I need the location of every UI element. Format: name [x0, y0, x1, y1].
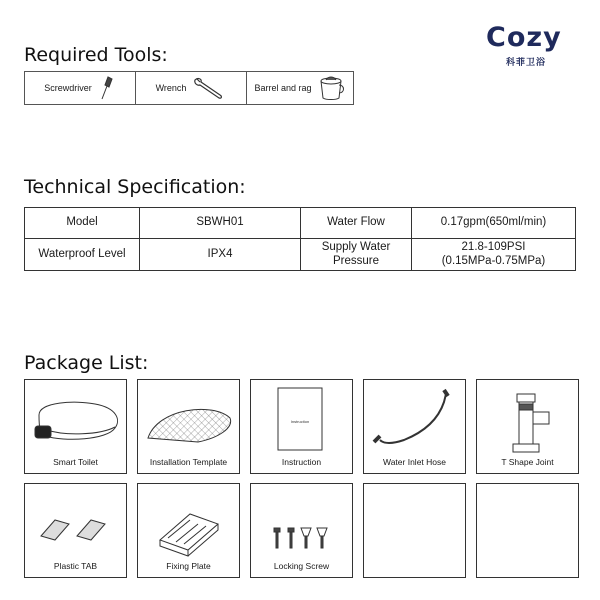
package-item-label: Smart Toilet [53, 457, 98, 467]
spec-table [24, 207, 576, 271]
tool-wrench [136, 72, 247, 104]
tool-label: Wrench [155, 83, 187, 93]
package-item-fixing-plate [137, 483, 240, 578]
spec-label-waterproof: Waterproof Level [25, 239, 140, 271]
package-item-label: Plastic TAB [53, 561, 98, 571]
table-row [25, 239, 576, 271]
tool-label: Barrel and rag [254, 83, 312, 93]
logo-subtitle: 科菲卫浴 [506, 57, 547, 67]
tool-screwdriver [25, 72, 136, 104]
package-item-label: Instruction [281, 457, 322, 467]
spec-label-water-flow: Water Flow [301, 208, 412, 239]
brand-logo [486, 22, 580, 70]
spec-value-waterproof: IPX4 [140, 239, 301, 271]
tool-barrel-and-rag [247, 72, 353, 104]
spec-label-model: Model [25, 208, 140, 239]
bucket-icon [318, 75, 346, 101]
package-item-locking-screw [250, 483, 353, 578]
package-item-t-shape-joint [476, 379, 579, 474]
manual-cover-text: Instruction [290, 419, 310, 424]
package-item-label: Locking Screw [273, 561, 330, 571]
technical-specification-title: Technical Specification: [24, 176, 246, 198]
package-item-smart-toilet [24, 379, 127, 474]
package-item-plastic-tab [24, 483, 127, 578]
package-item-label: Water Inlet Hose [383, 457, 446, 467]
package-item-installation-template [137, 379, 240, 474]
table-row [25, 208, 576, 239]
logo-wordmark: Cozy [486, 22, 562, 53]
package-item-label: Fixing Plate [166, 561, 211, 571]
wrench-icon [192, 76, 226, 100]
spec-value-model: SBWH01 [140, 208, 301, 239]
package-item-instruction [250, 379, 353, 474]
spec-label-pressure: Supply Water Pressure [301, 239, 412, 271]
package-list-title: Package List: [24, 352, 149, 374]
required-tools-title: Required Tools: [24, 44, 168, 66]
tools-box [24, 71, 354, 105]
package-item-empty [363, 483, 466, 578]
package-item-water-inlet-hose [363, 379, 466, 474]
spec-value-water-flow: 0.17gpm(650ml/min) [412, 208, 576, 239]
package-item-label: T Shape Joint [501, 457, 554, 467]
spec-value-pressure: 21.8-109PSI (0.15MPa-0.75MPa) [412, 239, 576, 271]
package-item-label: Installation Template [149, 457, 228, 467]
screwdriver-icon [98, 75, 116, 101]
package-item-empty [476, 483, 579, 578]
tool-label: Screwdriver [44, 83, 92, 93]
